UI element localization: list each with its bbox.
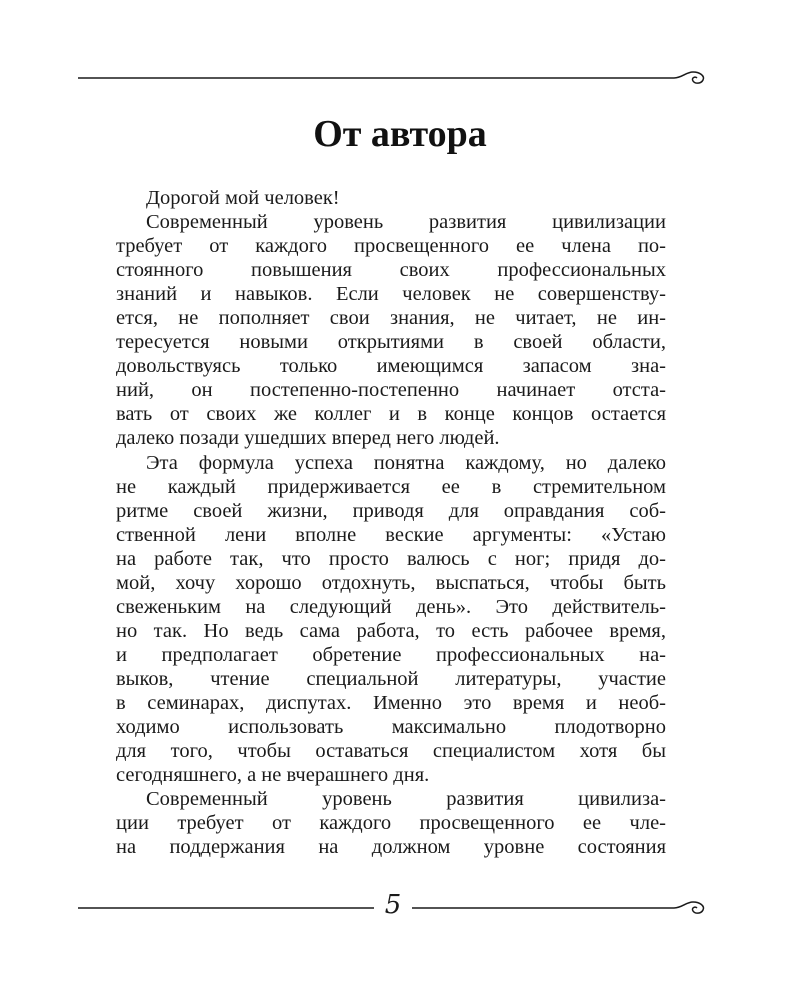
text-line: ется, не пополняет свои знания, не читает, не ин- [116, 307, 666, 330]
top-ornament-rule [78, 66, 710, 90]
text-line: мой, хочу хорошо отдохнуть, выспаться, чтобы быть [116, 571, 666, 594]
body-text [116, 186, 666, 859]
text-line: в семинарах, диспутах. Именно это время и необ- [116, 691, 666, 714]
text-line: ственной лени вполне веские аргументы: «Устаю [116, 523, 666, 546]
page-number: 5 [374, 890, 412, 920]
text-line: и предполагает обретение профессиональных на- [116, 643, 666, 666]
text-line: сегодняшнего, а не вчерашнего дня. [116, 764, 430, 787]
text-line: свеженьким на следующий день». Это действитель- [116, 595, 666, 618]
text-line: вать от своих же коллег и в конце концов остается [116, 403, 666, 426]
text-line: Современный уровень развития цивилизации [146, 211, 666, 234]
text-line: тересуется новыми открытиями в своей области, [116, 331, 666, 354]
text-line: ний, он постепенно-постепенно начинает отста- [116, 379, 666, 402]
text-line: не каждый придерживается ее в стремительном [116, 475, 666, 498]
text-line: знаний и навыков. Если человек не совершенству- [116, 283, 666, 306]
text-line: выков, чтение специальной литературы, участие [116, 667, 666, 690]
text-line: далеко позади ушедших вперед него людей. [116, 427, 500, 450]
text-line: но так. Но ведь сама работа, то есть рабочее время, [116, 619, 666, 642]
text-line: на поддержания на должном уровне состояния [116, 836, 666, 859]
text-line: ритме своей жизни, приводя для оправдания соб- [116, 499, 666, 522]
flourish-divider-icon [78, 66, 710, 90]
text-line: стоянного повышения своих профессиональных [116, 259, 666, 282]
text-line: ции требует от каждого просвещенного ее чле- [116, 812, 666, 835]
text-line: на работе так, что просто валюсь с ног; придя до- [116, 547, 666, 570]
page-title: От автора [313, 113, 487, 155]
text-line: Эта формула успеха понятна каждому, но далеко [146, 451, 666, 474]
text-line: Дорогой мой человек! [146, 187, 340, 209]
text-line: ходимо использовать максимально плодотворно [116, 716, 666, 739]
text-line: требует от каждого просвещенного ее члена по- [116, 235, 666, 258]
text-line: довольствуясь только имеющимся запасом зна- [116, 355, 666, 378]
text-line: для того, чтобы оставаться специалистом хотя бы [116, 740, 666, 763]
text-line: Современный уровень развития цивилиза- [146, 788, 666, 811]
